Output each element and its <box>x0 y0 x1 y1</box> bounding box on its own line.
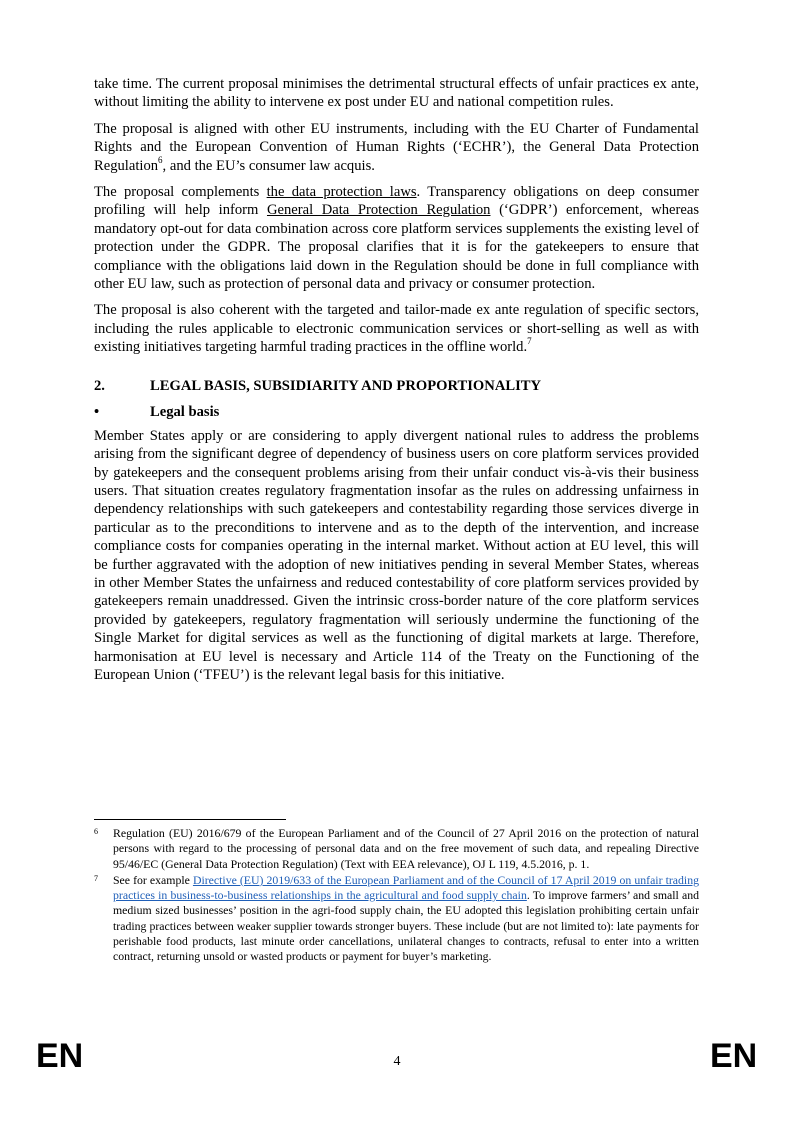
paragraph-legal-basis: Member States apply or are considering to apply divergent national rules to address the problems arising from the significant degree of dependency of business users on core platform services provided by gatekeepers and the consequent problems arising from their unfair conduct vis-à-vis their business users. That situation creates regulatory fragmentation insofar as the rules on addressing unfairness in dependency relationships with such gatekeepers and contestability regarding those services diverge in particular as to the preconditions to intervene and as to the depth of the intervention, and increase compliance costs for companies operating in the internal market. Without action at EU level, this will be further aggravated with the adoption of new initiatives pending in several Member States, whereas in other Member States the unfairness and reduced contestability of core platform services provided by gatekeepers remain unaddressed. Given the intrinsic cross-border nature of the core platform services provided by gatekeepers, regulatory fragmentation will seriously undermine the functioning of the Single Market for digital services as well as the functioning of digital markets at large. Therefore, harmonisation at EU level is necessary and Article 114 of the Treaty on the Functioning of the European Union (‘TFEU’) is the relevant legal basis for this initiative. <box>94 427 699 683</box>
footnote-ref-7[interactable]: 7 <box>527 336 532 347</box>
paragraph-dp-text-b: . Transparency obligations on deep consumer profiling will help inform <box>94 184 699 219</box>
footnote-ref-6[interactable]: 6 <box>158 154 163 165</box>
directive-link[interactable]: Directive (EU) 2019/633 of the European Parliament and of the Council of 17 April 2019 on unfair trading practices in business-to-business relationships in the agricultural and food supply chain <box>113 872 699 903</box>
section-title: LEGAL BASIS, SUBSIDIARITY AND PROPORTIONALITY <box>150 377 542 394</box>
paragraph-alignment-text: The proposal is aligned with other EU instruments, including with the EU Charter of Fundamental Rights and the European Convention of Human Rights (‘ECHR’), the General Data Protection Regulation <box>94 120 699 174</box>
paragraph-data-protection <box>94 183 699 293</box>
paragraph-intro: take time. The current proposal minimises the detrimental structural effects of unfair practices ex ante, without limiting the ability to intervene ex post under EU and national competition rules. <box>94 76 699 111</box>
bullet-icon: • <box>94 403 100 420</box>
footnote-text: Regulation (EU) 2016/679 of the European Parliament and of the Council of 27 April 2016 on the protection of natural persons with regard to the processing of personal data and on the free movement of such data, and repealing Directive 95/46/EC (General Data Protection Regulation) (Text with EEA relevance), OJ L 119, 4.5.2016, p. 1. <box>113 826 699 871</box>
data-protection-laws-link[interactable]: the data protection laws <box>266 184 417 201</box>
footnote-7 <box>94 873 699 965</box>
language-code-right: EN <box>710 1037 758 1075</box>
language-code-left: EN <box>36 1037 84 1075</box>
paragraph-dp-text-a: The proposal complements <box>94 184 267 201</box>
subsection-heading <box>94 403 699 421</box>
paragraph-dp-text-c: (‘GDPR’) enforcement, whereas mandatory opt-out for data combination across core platform services supplements the existing level of protection under the GDPR. The proposal clarifies that it is for the gatekeepers to ensure that compliance with the obligations laid down in the Regulation should be done in full compliance with other EU law, such as protection of personal data and privacy or consumer protection. <box>94 202 699 293</box>
subsection-title: Legal basis <box>150 403 220 420</box>
footnote-prefix: See for example <box>113 872 193 887</box>
gdpr-link[interactable]: General Data Protection Regulation <box>266 202 491 219</box>
paragraph-coherence-text: The proposal is also coherent with the targeted and tailor-made ex ante regulation of specific sectors, including the rules applicable to electronic communication services or short-selling as well as with existing initiatives targeting harmful trading practices in the offline world. <box>94 302 699 356</box>
section-number: 2. <box>94 377 105 394</box>
footnote-suffix: . To improve farmers’ and small and medium sized businesses’ position in the agri-food supply chain, the EU adopted this legislation prohibiting certain unfair trading practices between weaker supplier towards stronger buyers. These include (but are not limited to): late payments for perishable food products, last minute order cancellations, unilateral changes to contracts, refusal to enter into a written contract, returning unsold or wasted products or payment for buyer’s marketing. <box>113 888 699 964</box>
footnote-mark: 7 <box>94 873 98 883</box>
main-content <box>94 75 699 692</box>
footnote-divider <box>94 819 286 820</box>
paragraph-coherence <box>94 301 699 356</box>
paragraph-alignment-text-end: , and the EU’s consumer law acquis. <box>162 157 375 174</box>
page-number: 4 <box>393 1054 401 1069</box>
footnote-mark: 6 <box>94 827 98 836</box>
section-heading <box>94 377 699 395</box>
footnotes <box>94 826 699 966</box>
paragraph-alignment <box>94 120 699 175</box>
footnote-text <box>113 873 699 965</box>
footnote-6 <box>94 826 699 872</box>
